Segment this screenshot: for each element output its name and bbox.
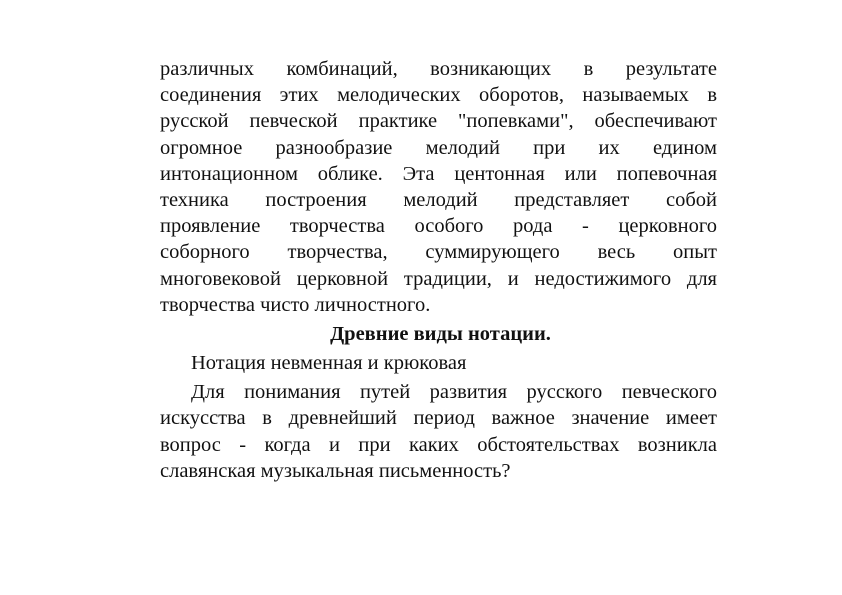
paragraph-line: техника построения мелодий представляет собой bbox=[160, 188, 717, 211]
paragraph-line: творчества чисто личностного. bbox=[160, 293, 431, 316]
text-block bbox=[160, 56, 717, 484]
paragraph-line: искусства в древнейший период важное значение имеет bbox=[160, 407, 717, 430]
paragraph-line: русской певческой практике "попевками", обеспечивают bbox=[160, 110, 717, 133]
paragraph-line: проявление творчества особого рода - церковного bbox=[160, 215, 717, 238]
paragraph-line: различных комбинаций, возникающих в результате bbox=[160, 58, 717, 80]
paragraph-line: соединения этих мелодических оборотов, называемых в bbox=[160, 84, 717, 107]
paragraph-line: соборного творчества, суммирующего весь опыт bbox=[160, 241, 717, 264]
paragraph-line: многовековой церковной традиции, и недостижимого для bbox=[160, 267, 717, 290]
paragraph-line: интонационном облике. Эта центонная или попевочная bbox=[160, 162, 717, 185]
paragraph-line: Для понимания путей развития русского певческого bbox=[191, 381, 717, 404]
paragraph-line: вопрос - когда и при каких обстоятельствах возникла bbox=[160, 433, 717, 456]
paragraph-next bbox=[160, 379, 717, 484]
section-heading: Древние виды нотации. bbox=[330, 322, 551, 345]
paragraph-continued bbox=[160, 56, 717, 318]
paragraph-line: огромное разнообразие мелодий при их едином bbox=[160, 136, 717, 159]
paragraph-line: славянская музыкальная письменность? bbox=[160, 459, 511, 482]
subsection-heading: Нотация невменная и крюковая bbox=[191, 352, 467, 375]
